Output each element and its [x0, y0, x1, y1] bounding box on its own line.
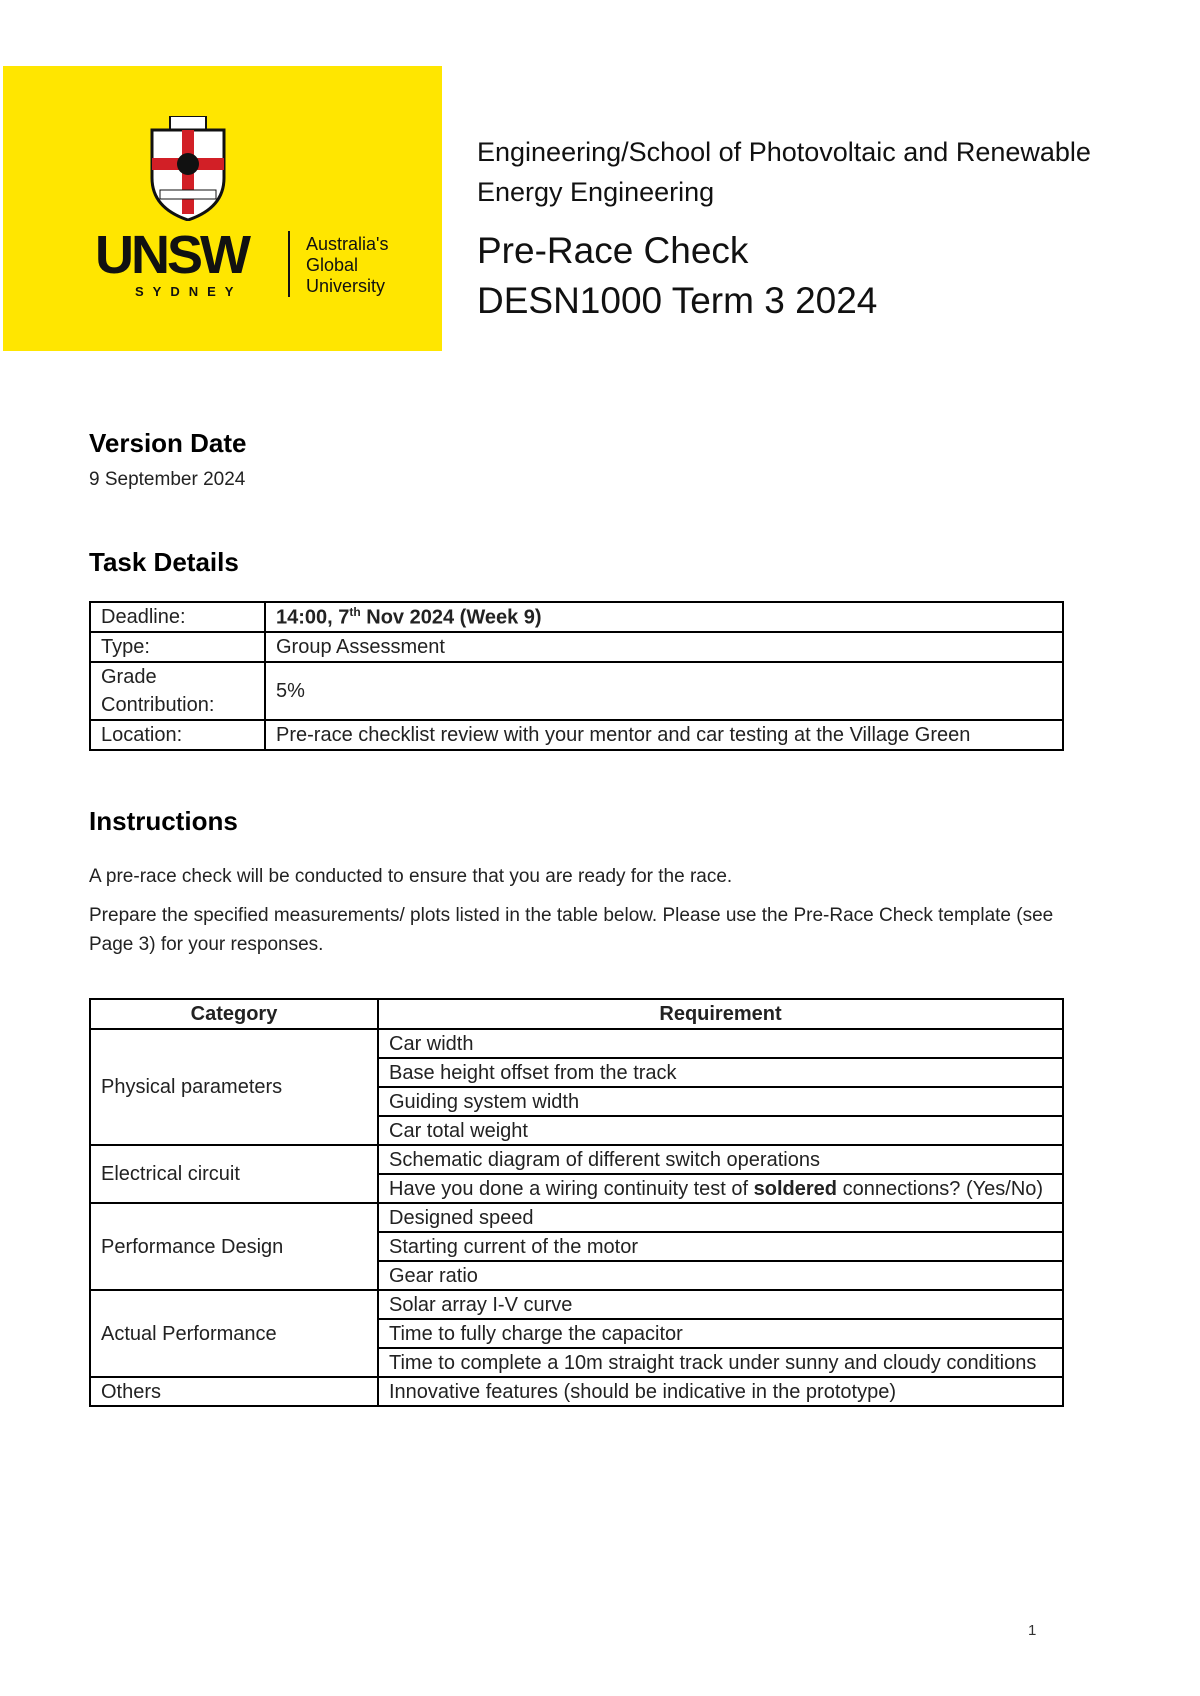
table-row [90, 602, 1063, 632]
unsw-tagline: Australia's Global University [306, 234, 389, 296]
deadline-label: Deadline: [90, 602, 265, 632]
requirement-cell: Guiding system width [378, 1087, 1063, 1116]
unsw-wordmark: UNSW [95, 225, 248, 285]
type-value: Group Assessment [265, 632, 1063, 662]
category-header: Category [90, 999, 378, 1029]
category-cell: Physical parameters [90, 1029, 378, 1145]
logo-divider [288, 231, 290, 297]
requirement-cell: Time to complete a 10m straight track under sunny and cloudy conditions [378, 1348, 1063, 1377]
requirement-cell: Have you done a wiring continuity test of soldered connections? (Yes/No) [378, 1174, 1063, 1203]
requirement-cell: Innovative features (should be indicative in the prototype) [378, 1377, 1063, 1406]
unsw-city: SYDNEY [135, 284, 243, 299]
page-number: 1 [1028, 1622, 1037, 1639]
table-header-row [90, 999, 1063, 1029]
category-cell: Actual Performance [90, 1290, 378, 1377]
category-cell: Performance Design [90, 1203, 378, 1290]
document-title [477, 226, 877, 326]
unsw-logo [3, 66, 442, 351]
title-line-2: DESN1000 Term 3 2024 [477, 280, 878, 321]
requirement-cell: Gear ratio [378, 1261, 1063, 1290]
requirement-cell: Time to fully charge the capacitor [378, 1319, 1063, 1348]
crest-icon [148, 116, 228, 221]
requirement-cell: Car total weight [378, 1116, 1063, 1145]
instructions-p2: Prepare the specified measurements/ plots listed in the table below. Please use the Pre-Race Check template (see Page 3) for your responses. [89, 905, 1054, 955]
category-cell: Electrical circuit [90, 1145, 378, 1203]
table-row [90, 1145, 1063, 1174]
category-cell: Others [90, 1377, 378, 1406]
table-row [90, 1290, 1063, 1319]
table-row [90, 1203, 1063, 1232]
grade-label: Grade Contribution: [90, 662, 265, 720]
requirement-cell: Solar array I-V curve [378, 1290, 1063, 1319]
version-date: 9 September 2024 [89, 469, 246, 490]
version-heading: Version Date [89, 428, 247, 458]
requirement-cell: Designed speed [378, 1203, 1063, 1232]
deadline-value: 14:00, 7th Nov 2024 (Week 9) [265, 602, 1063, 632]
table-row [90, 1029, 1063, 1058]
type-label: Type: [90, 632, 265, 662]
table-row [90, 720, 1063, 750]
requirement-header: Requirement [378, 999, 1063, 1029]
requirements-table [89, 998, 1064, 1407]
task-details-table [89, 601, 1064, 751]
title-line-1: Pre-Race Check [477, 230, 749, 271]
grade-value: 5% [265, 662, 1063, 720]
location-value: Pre-race checklist review with your mentor and car testing at the Village Green [265, 720, 1063, 750]
table-row [90, 1377, 1063, 1406]
instructions-p1: A pre-race check will be conducted to ensure that you are ready for the race. [89, 866, 733, 887]
school-name: Engineering/School of Photovoltaic and Renewable Energy Engineering [477, 137, 1091, 207]
table-row [90, 632, 1063, 662]
table-row [90, 662, 1063, 720]
requirement-cell: Car width [378, 1029, 1063, 1058]
requirement-cell: Base height offset from the track [378, 1058, 1063, 1087]
task-heading: Task Details [89, 547, 239, 577]
requirement-cell: Starting current of the motor [378, 1232, 1063, 1261]
requirement-cell: Schematic diagram of different switch operations [378, 1145, 1063, 1174]
instructions-heading: Instructions [89, 806, 238, 836]
location-label: Location: [90, 720, 265, 750]
